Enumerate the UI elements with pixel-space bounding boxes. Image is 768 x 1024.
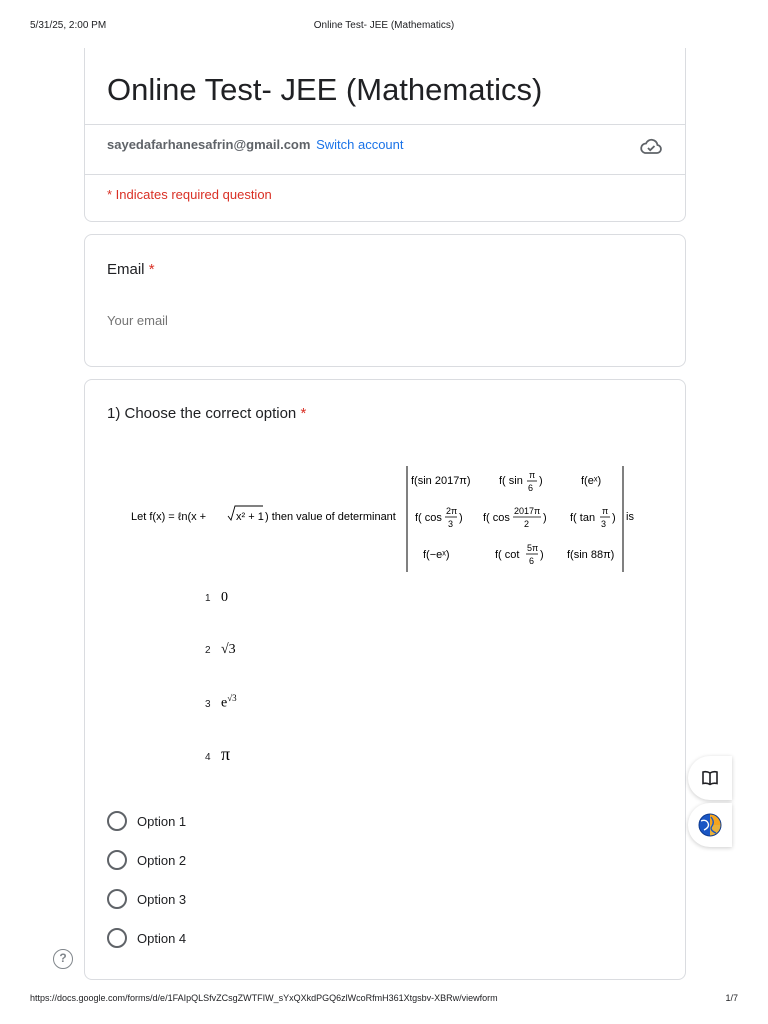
email-question-title: Email * [107, 261, 155, 278]
det-cell-r3c3: f(sin 88π) [567, 549, 615, 561]
radio-circle[interactable] [107, 850, 127, 870]
form-title: Online Test- JEE (Mathematics) [107, 72, 543, 107]
svg-text:π: π [602, 506, 609, 516]
radio-circle[interactable] [107, 811, 127, 831]
email-question-card [84, 234, 686, 367]
det-cell-r3c1: f(−eˣ) [423, 549, 450, 561]
answer-line-2: 2 √3 [205, 642, 236, 657]
radio-option-2[interactable] [107, 849, 186, 871]
question-1-title: 1) Choose the correct option * [107, 405, 307, 422]
frac-den: 6 [528, 483, 534, 493]
help-icon[interactable]: ? [53, 949, 73, 969]
form-header-card [84, 48, 686, 222]
required-note: * Indicates required question [107, 187, 272, 202]
print-url: https://docs.google.com/forms/d/e/1FAIpQLSfvZCsgZWTFIW_sYxQXkdPGQ6zlWcoRfmH361Xtgsbv-XBRw/viewform [30, 993, 498, 1003]
q-middle-text: ) then value of determinant [265, 511, 396, 523]
svg-text:): ) [540, 549, 544, 561]
svg-text:5π: 5π [527, 543, 539, 553]
answer-line-4: 4 π [205, 744, 231, 764]
svg-text:2017π: 2017π [514, 506, 541, 516]
header-divider-2 [85, 174, 685, 175]
switch-account-link[interactable]: Switch account [316, 137, 404, 152]
det-cell-r2c3: f( tan [570, 512, 596, 524]
det-cell-r3c2: f( cot [495, 549, 520, 561]
det-cell-r2c1: f( cos [415, 512, 442, 524]
svg-text:2π: 2π [446, 506, 458, 516]
paren-close: ) [539, 475, 543, 487]
account-row [107, 137, 404, 152]
radio-option-1[interactable] [107, 810, 186, 832]
svg-text:): ) [543, 512, 547, 524]
radio-option-4[interactable] [107, 927, 186, 949]
det-cell-r1c1: f(sin 2017π) [411, 475, 471, 487]
question-1-card [84, 379, 686, 980]
book-icon [701, 770, 719, 786]
globe-icon [698, 813, 722, 837]
det-cell-r1c2: f( sin [499, 475, 523, 487]
radio-circle[interactable] [107, 928, 127, 948]
radio-option-label: Option 1 [137, 813, 187, 829]
q-prefix-text: Let f(x) = ℓn(x + [131, 511, 207, 523]
radio-option-label: Option 4 [137, 930, 187, 946]
svg-text:3: 3 [448, 519, 454, 529]
cloud-check-icon [639, 136, 663, 156]
answer-line-3: 3 $e^{√3}$ [205, 693, 237, 711]
q-root-inner: x² + 1 [236, 511, 264, 523]
account-email: sayedafarhanesafrin@gmail.com [107, 137, 311, 152]
det-cell-r2c2: f( cos [483, 512, 510, 524]
print-datetime: 5/31/25, 2:00 PM [30, 20, 107, 31]
page-indicator: 1/7 [725, 993, 738, 1003]
header-divider [85, 124, 685, 125]
answer-line-1: 1 0 [205, 590, 228, 605]
print-footer [30, 993, 738, 1007]
side-button-globe[interactable] [688, 803, 732, 847]
svg-text:3: 3 [601, 519, 607, 529]
required-star: * [300, 405, 307, 422]
det-cell-r1c3: f(eˣ) [581, 475, 602, 487]
svg-text:): ) [459, 512, 463, 524]
radio-option-label: Option 3 [137, 891, 187, 907]
email-input[interactable] [107, 313, 367, 328]
q-suffix-text: is [626, 511, 634, 523]
svg-text:2: 2 [524, 519, 530, 529]
radio-circle[interactable] [107, 889, 127, 909]
svg-text:6: 6 [529, 556, 535, 566]
frac-num: π [529, 470, 536, 480]
radio-option-3[interactable] [107, 888, 186, 910]
radio-option-label: Option 2 [137, 852, 187, 868]
print-page-title: Online Test- JEE (Mathematics) [313, 20, 455, 31]
side-button-book[interactable] [688, 756, 732, 800]
svg-text:): ) [612, 512, 616, 524]
question-image [105, 460, 645, 578]
required-star: * [148, 261, 155, 278]
print-header [30, 20, 738, 34]
